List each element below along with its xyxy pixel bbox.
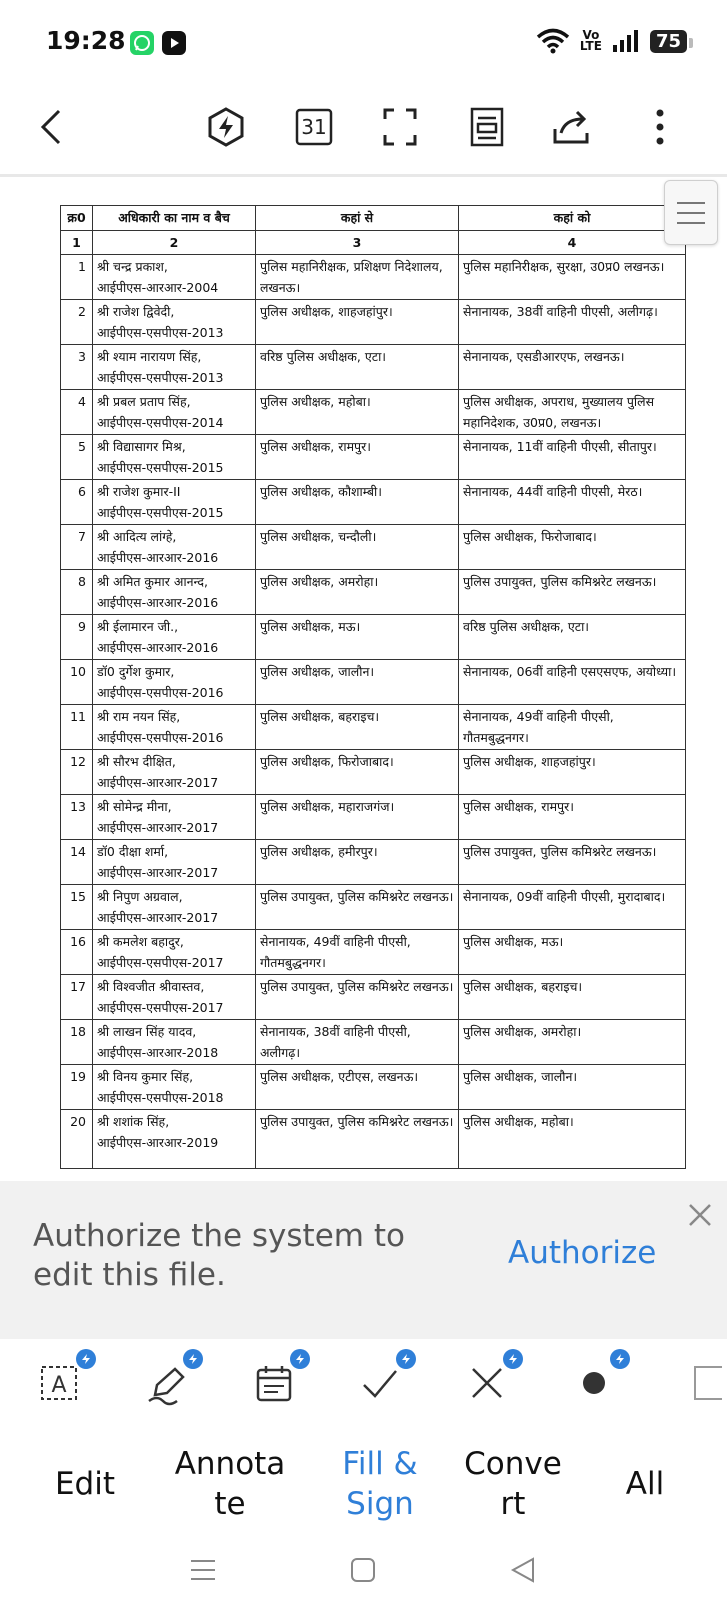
calendar-button[interactable] bbox=[290, 103, 338, 151]
tab-label: Fill & bbox=[342, 1446, 418, 1482]
to-cell: पुलिस अधीक्षक, मऊ। bbox=[459, 930, 686, 975]
from-cell: पुलिस अधीक्षक, महाराजगंज। bbox=[256, 795, 459, 840]
table-row bbox=[61, 660, 686, 705]
table-row bbox=[61, 1110, 686, 1169]
from-cell: पुलिस अधीक्षक, महोबा। bbox=[256, 390, 459, 435]
serial-cell: 13 bbox=[61, 795, 93, 840]
serial-cell: 2 bbox=[61, 300, 93, 345]
serial-cell: 17 bbox=[61, 975, 93, 1020]
youtube-icon bbox=[162, 31, 186, 55]
officer-name: श्री विनय कुमार सिंह, bbox=[97, 1069, 194, 1084]
table-row bbox=[61, 570, 686, 615]
from-cell: पुलिस अधीक्षक, हमीरपुर। bbox=[256, 840, 459, 885]
officer-cell bbox=[93, 705, 256, 750]
tab-convert[interactable] bbox=[448, 1429, 578, 1539]
officer-batch: आईपीएस-आरआर-2017 bbox=[97, 820, 219, 835]
fullscreen-icon bbox=[382, 107, 418, 147]
date-tool[interactable] bbox=[252, 1361, 302, 1411]
serial-cell: 5 bbox=[61, 435, 93, 480]
signature-tool[interactable] bbox=[145, 1361, 195, 1411]
whatsapp-icon bbox=[130, 31, 154, 55]
tab-label: rt bbox=[500, 1486, 526, 1522]
officer-name: श्री कमलेश बहादुर, bbox=[97, 934, 184, 949]
authorize-button[interactable]: Authorize bbox=[508, 1235, 657, 1271]
premium-badge bbox=[503, 1349, 523, 1369]
table-row bbox=[61, 1065, 686, 1110]
checkmark-tool[interactable] bbox=[358, 1361, 408, 1411]
from-cell: पुलिस उपायुक्त, पुलिस कमिश्नरेट लखनऊ। bbox=[256, 975, 459, 1020]
from-cell: सेनानायक, 49वीं वाहिनी पीएसी, गौतमबुद्धनगर। bbox=[256, 930, 459, 975]
premium-badge bbox=[396, 1349, 416, 1369]
header-officer: अधिकारी का नाम व बैच bbox=[93, 206, 256, 231]
officer-name: श्री अमित कुमार आनन्द, bbox=[97, 574, 209, 589]
officer-batch: आईपीएस-आरआर-2017 bbox=[97, 910, 219, 925]
officer-name: श्री आदित्य लांग्हे, bbox=[97, 529, 177, 544]
table-row bbox=[61, 750, 686, 795]
serial-cell: 9 bbox=[61, 615, 93, 660]
back-button[interactable] bbox=[28, 103, 76, 151]
table-row bbox=[61, 1020, 686, 1065]
lightning-icon bbox=[80, 1353, 92, 1365]
officer-cell bbox=[93, 300, 256, 345]
officer-name: श्री श्याम नारायण सिंह, bbox=[97, 349, 202, 364]
ai-tools-button[interactable] bbox=[202, 103, 250, 151]
officer-batch: आईपीएस-आरआर-2017 bbox=[97, 775, 219, 790]
square-icon bbox=[692, 1361, 722, 1405]
quick-tools-row bbox=[0, 1339, 727, 1429]
officer-name: श्री ईलामारन जी., bbox=[97, 619, 179, 634]
from-cell: पुलिस अधीक्षक, मऊ। bbox=[256, 615, 459, 660]
officer-batch: आईपीएस-आरआर-2016 bbox=[97, 595, 219, 610]
volte-bottom: LTE bbox=[579, 39, 602, 53]
text-box-tool[interactable] bbox=[38, 1361, 88, 1411]
tab-label: All bbox=[625, 1466, 665, 1502]
officer-name: श्री सौरभ दीक्षित, bbox=[97, 754, 176, 769]
recent-apps-button[interactable] bbox=[190, 1557, 216, 1587]
serial-cell: 12 bbox=[61, 750, 93, 795]
serial-cell: 8 bbox=[61, 570, 93, 615]
serial-cell: 14 bbox=[61, 840, 93, 885]
officer-cell bbox=[93, 885, 256, 930]
officer-batch: आईपीएस-आरआर-2016 bbox=[97, 640, 219, 655]
officer-name: डॉ0 दुर्गेश कुमार, bbox=[97, 664, 175, 679]
officer-cell bbox=[93, 1020, 256, 1065]
table-row bbox=[61, 480, 686, 525]
from-cell: पुलिस अधीक्षक, चन्दौली। bbox=[256, 525, 459, 570]
home-button[interactable] bbox=[350, 1557, 376, 1587]
tab-label: Edit bbox=[54, 1466, 116, 1502]
serial-cell: 20 bbox=[61, 1110, 93, 1169]
page-view-button[interactable] bbox=[463, 103, 511, 151]
officer-batch: आईपीएस-एसपीएस-2018 bbox=[97, 1090, 224, 1105]
premium-badge bbox=[183, 1349, 203, 1369]
table-row bbox=[61, 525, 686, 570]
pen-signature-icon bbox=[145, 1361, 191, 1407]
officer-batch: आईपीएस-एसपीएस-2015 bbox=[97, 505, 224, 520]
volte-indicator bbox=[580, 30, 602, 52]
officer-name: श्री प्रबल प्रताप सिंह, bbox=[97, 394, 191, 409]
to-cell: सेनानायक, 44वीं वाहिनी पीएसी, मेरठ। bbox=[459, 480, 686, 525]
from-cell: पुलिस अधीक्षक, एटीएस, लखनऊ। bbox=[256, 1065, 459, 1110]
to-cell: सेनानायक, 06वीं वाहिनी एसएसएफ, अयोध्या। bbox=[459, 660, 686, 705]
menu-line bbox=[677, 202, 705, 204]
serial-cell: 4 bbox=[61, 390, 93, 435]
serial-cell: 19 bbox=[61, 1065, 93, 1110]
from-cell: पुलिस अधीक्षक, शाहजहांपुर। bbox=[256, 300, 459, 345]
officer-batch: आईपीएस-एसपीएस-2017 bbox=[97, 1000, 224, 1015]
sidebar-menu-handle[interactable] bbox=[664, 180, 718, 245]
close-banner-button[interactable] bbox=[686, 1201, 714, 1229]
header-serial: क्र0 bbox=[61, 206, 93, 231]
more-options-button[interactable] bbox=[636, 103, 684, 151]
tab-label: Annota bbox=[174, 1446, 286, 1482]
text-box-icon bbox=[38, 1361, 82, 1405]
from-cell: पुलिस अधीक्षक, जालौन। bbox=[256, 660, 459, 705]
officer-batch: आईपीएस-एसपीएस-2016 bbox=[97, 685, 224, 700]
table-row bbox=[61, 840, 686, 885]
officer-cell bbox=[93, 930, 256, 975]
lightning-icon bbox=[187, 1353, 199, 1365]
calendar-day: 31 bbox=[301, 115, 327, 139]
officer-cell bbox=[93, 570, 256, 615]
officer-name: डॉ0 दीक्षा शर्मा, bbox=[97, 844, 169, 859]
home-square-icon bbox=[350, 1557, 376, 1583]
officer-cell bbox=[93, 615, 256, 660]
wifi-icon bbox=[536, 28, 570, 54]
from-cell: पुलिस अधीक्षक, रामपुर। bbox=[256, 435, 459, 480]
officer-cell bbox=[93, 750, 256, 795]
column-number: 3 bbox=[256, 231, 459, 255]
from-cell: पुलिस उपायुक्त, पुलिस कमिश्नरेट लखनऊ। bbox=[256, 885, 459, 930]
chevron-left-icon bbox=[37, 107, 67, 147]
officer-name: श्री विश्वजीत श्रीवास्तव, bbox=[97, 979, 205, 994]
lightning-icon bbox=[507, 1353, 519, 1365]
officer-name: श्री राम नयन सिंह, bbox=[97, 709, 181, 724]
to-cell: पुलिस अधीक्षक, जालौन। bbox=[459, 1065, 686, 1110]
premium-badge bbox=[76, 1349, 96, 1369]
top-toolbar bbox=[0, 85, 727, 177]
officer-name: श्री राजेश द्विवेदी, bbox=[97, 304, 175, 319]
to-cell: पुलिस अधीक्षक, महोबा। bbox=[459, 1110, 686, 1169]
serial-cell: 16 bbox=[61, 930, 93, 975]
close-icon bbox=[686, 1201, 714, 1229]
lightning-icon bbox=[614, 1353, 626, 1365]
share-icon bbox=[551, 107, 593, 147]
checkmark-icon bbox=[358, 1361, 402, 1405]
column-number: 4 bbox=[459, 231, 686, 255]
table-row bbox=[61, 930, 686, 975]
serial-cell: 18 bbox=[61, 1020, 93, 1065]
officer-batch: आईपीएस-आरआर-2004 bbox=[97, 280, 219, 295]
cross-icon bbox=[465, 1361, 509, 1405]
to-cell: पुलिस उपायुक्त, पुलिस कमिश्नरेट लखनऊ। bbox=[459, 570, 686, 615]
system-nav-bar bbox=[0, 1539, 727, 1600]
volte-top: Vo bbox=[582, 28, 600, 42]
more-vertical-icon bbox=[654, 107, 666, 147]
officer-name: श्री निपुण अग्रवाल, bbox=[97, 889, 183, 904]
from-cell: पुलिस अधीक्षक, कौशाम्बी। bbox=[256, 480, 459, 525]
header-to: कहां को bbox=[459, 206, 686, 231]
column-number: 1 bbox=[61, 231, 93, 255]
serial-cell: 1 bbox=[61, 255, 93, 300]
header-from: कहां से bbox=[256, 206, 459, 231]
table-row bbox=[61, 615, 686, 660]
serial-cell: 6 bbox=[61, 480, 93, 525]
tab-annotate[interactable] bbox=[165, 1429, 295, 1539]
tab-all[interactable] bbox=[590, 1429, 700, 1539]
fullscreen-button[interactable] bbox=[376, 103, 424, 151]
officer-cell bbox=[93, 1065, 256, 1110]
to-cell: सेनानायक, एसडीआरएफ, लखनऊ। bbox=[459, 345, 686, 390]
tab-fill-sign[interactable] bbox=[315, 1429, 445, 1539]
to-cell: पुलिस महानिरीक्षक, सुरक्षा, उ0प्र0 लखनऊ। bbox=[459, 255, 686, 300]
from-cell: पुलिस महानिरीक्षक, प्रशिक्षण निदेशालय, लखनऊ। bbox=[256, 255, 459, 300]
serial-cell: 7 bbox=[61, 525, 93, 570]
officer-name: श्री शशांक सिंह, bbox=[97, 1114, 170, 1129]
svg-text:A: A bbox=[51, 1373, 67, 1398]
table-row bbox=[61, 705, 686, 750]
share-button[interactable] bbox=[548, 103, 596, 151]
officer-cell bbox=[93, 255, 256, 300]
calendar-icon bbox=[252, 1361, 296, 1405]
back-triangle-icon bbox=[510, 1557, 536, 1583]
from-cell: सेनानायक, 38वीं वाहिनी पीएसी, अलीगढ़। bbox=[256, 1020, 459, 1065]
to-cell: सेनानायक, 11वीं वाहिनी पीएसी, सीतापुर। bbox=[459, 435, 686, 480]
officer-cell bbox=[93, 795, 256, 840]
dot-icon bbox=[572, 1361, 616, 1405]
tab-label: Sign bbox=[346, 1486, 414, 1522]
to-cell: सेनानायक, 49वीं वाहिनी पीएसी, गौतमबुद्धनगर। bbox=[459, 705, 686, 750]
tab-label: te bbox=[214, 1486, 246, 1522]
officer-name: श्री विद्यासागर मिश्र, bbox=[97, 439, 186, 454]
table-row bbox=[61, 300, 686, 345]
officer-cell bbox=[93, 435, 256, 480]
lightning-hexagon-icon bbox=[205, 106, 247, 148]
from-cell: वरिष्ठ पुलिस अधीक्षक, एटा। bbox=[256, 345, 459, 390]
menu-line bbox=[677, 212, 705, 214]
premium-badge bbox=[290, 1349, 310, 1369]
table-row bbox=[61, 390, 686, 435]
officer-name: श्री राजेश कुमार-II bbox=[97, 484, 181, 499]
officer-batch: आईपीएस-एसपीएस-2015 bbox=[97, 460, 224, 475]
from-cell: पुलिस उपायुक्त, पुलिस कमिश्नरेट लखनऊ। bbox=[256, 1110, 459, 1169]
officer-cell bbox=[93, 975, 256, 1020]
officer-batch: आईपीएस-आरआर-2016 bbox=[97, 550, 219, 565]
document-view-icon bbox=[469, 106, 505, 148]
to-cell: सेनानायक, 38वीं वाहिनी पीएसी, अलीगढ़। bbox=[459, 300, 686, 345]
to-cell: पुलिस अधीक्षक, फिरोजाबाद। bbox=[459, 525, 686, 570]
officer-cell bbox=[93, 660, 256, 705]
officer-cell bbox=[93, 345, 256, 390]
table-row bbox=[61, 345, 686, 390]
menu-line bbox=[677, 222, 705, 224]
officer-cell bbox=[93, 1110, 256, 1169]
more-tools-edge[interactable] bbox=[692, 1361, 722, 1411]
premium-badge bbox=[610, 1349, 630, 1369]
table-row bbox=[61, 975, 686, 1020]
table-row bbox=[61, 885, 686, 930]
status-bar bbox=[0, 0, 727, 85]
cross-tool[interactable] bbox=[465, 1361, 515, 1411]
bottom-tabs bbox=[0, 1429, 727, 1539]
table-row bbox=[61, 795, 686, 840]
from-cell: पुलिस अधीक्षक, अमरोहा। bbox=[256, 570, 459, 615]
to-cell: पुलिस अधीक्षक, शाहजहांपुर। bbox=[459, 750, 686, 795]
officer-batch: आईपीएस-एसपीएस-2017 bbox=[97, 955, 224, 970]
transfer-table bbox=[60, 205, 686, 1169]
officer-batch: आईपीएस-एसपीएस-2013 bbox=[97, 325, 224, 340]
from-cell: पुलिस अधीक्षक, बहराइच। bbox=[256, 705, 459, 750]
officer-cell bbox=[93, 840, 256, 885]
serial-cell: 15 bbox=[61, 885, 93, 930]
officer-batch: आईपीएस-एसपीएस-2014 bbox=[97, 415, 224, 430]
officer-batch: आईपीएस-आरआर-2018 bbox=[97, 1045, 219, 1060]
battery-indicator: 75 bbox=[650, 30, 687, 53]
to-cell: पुलिस उपायुक्त, पुलिस कमिश्नरेट लखनऊ। bbox=[459, 840, 686, 885]
menu-lines-icon bbox=[190, 1557, 216, 1583]
authorize-message: Authorize the system to edit this file. bbox=[33, 1218, 405, 1293]
officer-name: श्री चन्द्र प्रकाश, bbox=[97, 259, 168, 274]
officer-name: श्री सोमेन्द्र मीना, bbox=[97, 799, 172, 814]
column-number: 2 bbox=[93, 231, 256, 255]
officer-batch: आईपीएस-एसपीएस-2013 bbox=[97, 370, 224, 385]
officer-cell bbox=[93, 480, 256, 525]
dot-tool[interactable] bbox=[572, 1361, 622, 1411]
to-cell: पुलिस अधीक्षक, बहराइच। bbox=[459, 975, 686, 1020]
signal-icon bbox=[612, 29, 640, 53]
lightning-icon bbox=[400, 1353, 412, 1365]
officer-cell bbox=[93, 390, 256, 435]
table-row bbox=[61, 435, 686, 480]
to-cell: पुलिस अधीक्षक, अपराध, मुख्यालय पुलिस महानिदेशक, उ0प्र0, लखनऊ। bbox=[459, 390, 686, 435]
to-cell: सेनानायक, 09वीं वाहिनी पीएसी, मुरादाबाद। bbox=[459, 885, 686, 930]
officer-batch: आईपीएस-आरआर-2017 bbox=[97, 865, 219, 880]
lightning-icon bbox=[294, 1353, 306, 1365]
from-cell: पुलिस अधीक्षक, फिरोजाबाद। bbox=[256, 750, 459, 795]
system-back-button[interactable] bbox=[510, 1557, 536, 1587]
to-cell: पुलिस अधीक्षक, रामपुर। bbox=[459, 795, 686, 840]
serial-cell: 10 bbox=[61, 660, 93, 705]
tab-label: Conve bbox=[464, 1446, 562, 1482]
serial-cell: 3 bbox=[61, 345, 93, 390]
to-cell: पुलिस अधीक्षक, अमरोहा। bbox=[459, 1020, 686, 1065]
status-time: 19:28 bbox=[46, 26, 126, 55]
officer-cell bbox=[93, 525, 256, 570]
authorize-banner bbox=[0, 1181, 727, 1339]
tab-edit[interactable] bbox=[30, 1429, 140, 1539]
to-cell: वरिष्ठ पुलिस अधीक्षक, एटा। bbox=[459, 615, 686, 660]
officer-batch: आईपीएस-आरआर-2019 bbox=[97, 1135, 219, 1150]
officer-batch: आईपीएस-एसपीएस-2016 bbox=[97, 730, 224, 745]
table-row bbox=[61, 255, 686, 300]
serial-cell: 11 bbox=[61, 705, 93, 750]
officer-name: श्री लाखन सिंह यादव, bbox=[97, 1024, 197, 1039]
